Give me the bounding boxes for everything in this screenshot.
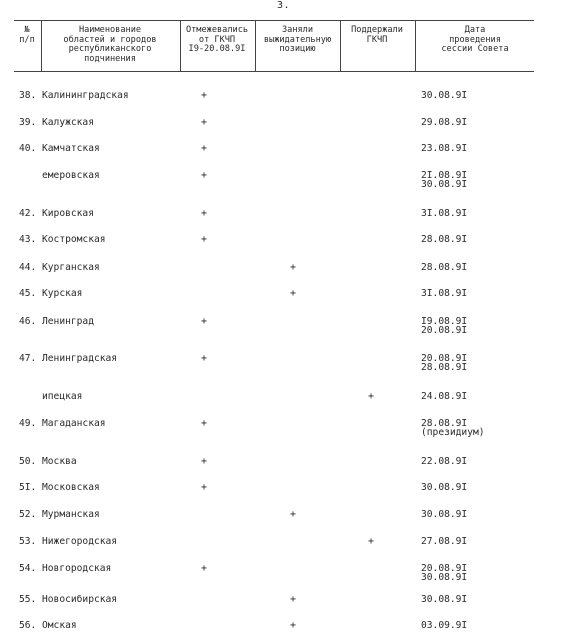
- page-number: 3.: [276, 0, 291, 11]
- session-date: 24.08.9I: [421, 391, 468, 402]
- row-number: 5I.: [19, 482, 37, 493]
- header-col3: Поддержали ГКЧП: [351, 25, 403, 45]
- position-mark: +: [200, 482, 208, 493]
- position-mark: +: [200, 170, 208, 181]
- session-date: 30.08.9I: [421, 90, 468, 101]
- position-mark: +: [200, 316, 208, 327]
- session-date: I9.08.9I 20.08.9I: [421, 316, 468, 337]
- position-mark: +: [200, 143, 208, 154]
- row-number: 44.: [19, 262, 37, 273]
- session-date: 30.08.9I: [421, 509, 468, 520]
- position-mark: +: [289, 509, 297, 520]
- position-mark: +: [200, 90, 208, 101]
- row-number: 50.: [19, 456, 37, 467]
- position-mark: +: [289, 288, 297, 299]
- session-date: 30.08.9I: [421, 482, 468, 493]
- session-date: 28.08.9I: [421, 262, 468, 273]
- row-number: 46.: [19, 316, 37, 327]
- region-name: Ленинград: [42, 316, 94, 327]
- region-name: Москва: [42, 456, 77, 467]
- session-date: 2I.08.9I 30.08.9I: [421, 170, 468, 191]
- session-date: 29.08.9I: [421, 117, 468, 128]
- position-mark: +: [289, 262, 297, 273]
- region-name: Курганская: [42, 262, 100, 273]
- region-name: Мурманская: [42, 509, 100, 520]
- position-mark: +: [200, 234, 208, 245]
- region-name: Калининградская: [42, 90, 129, 101]
- position-mark: +: [200, 208, 208, 219]
- session-date: 20.08.9I 30.08.9I: [421, 563, 468, 584]
- row-number: 52.: [19, 509, 37, 520]
- row-number: 54.: [19, 563, 37, 574]
- session-date: 23.08.9I: [421, 143, 468, 154]
- row-number: 56.: [19, 620, 37, 631]
- session-date: 22.08.9I: [421, 456, 468, 467]
- row-number: 38.: [19, 90, 37, 101]
- region-name: Нижегородская: [42, 536, 118, 547]
- row-number: 53.: [19, 536, 37, 547]
- position-mark: +: [200, 353, 208, 364]
- position-mark: +: [367, 536, 375, 547]
- session-date: 03.09.9I: [421, 620, 468, 631]
- session-date: 3I.08.9I: [421, 288, 468, 299]
- row-number: 55.: [19, 594, 37, 605]
- region-name: Новгородская: [42, 563, 112, 574]
- table-header: [14, 20, 534, 72]
- position-mark: +: [200, 117, 208, 128]
- region-name: Калужская: [42, 117, 94, 128]
- region-name: Кировская: [42, 208, 94, 219]
- position-mark: +: [367, 391, 375, 402]
- row-number: 43.: [19, 234, 37, 245]
- region-name: Магаданская: [42, 418, 106, 429]
- header-col2: Заняли выжидательную позицию: [263, 25, 332, 55]
- position-mark: +: [289, 620, 297, 631]
- position-mark: +: [200, 418, 208, 429]
- region-name: Ленинградская: [42, 353, 118, 364]
- header-col1: Отмежевались от ГКЧП I9-20.08.9I: [185, 25, 249, 55]
- region-name: Курская: [42, 288, 83, 299]
- region-name: Омская: [42, 620, 77, 631]
- row-number: 45.: [19, 288, 37, 299]
- region-name: Камчатская: [42, 143, 100, 154]
- region-name: ипецкая: [42, 391, 83, 402]
- region-name: Костромская: [42, 234, 106, 245]
- session-date: 27.08.9I: [421, 536, 468, 547]
- session-date: 28.08.9I: [421, 234, 468, 245]
- header-name: Наименование областей и городов республиканского подчинения: [63, 25, 157, 64]
- header-date: Дата проведения сессии Совета: [441, 25, 509, 55]
- position-mark: +: [200, 563, 208, 574]
- region-name: емеровская: [42, 170, 100, 181]
- row-number: 47.: [19, 353, 37, 364]
- session-date: 20.08.9I 28.08.9I: [421, 353, 468, 374]
- header-num: № п/п: [19, 25, 35, 45]
- position-mark: +: [289, 594, 297, 605]
- session-date: 30.08.9I: [421, 594, 468, 605]
- session-date: 28.08.9I (президиум): [421, 418, 485, 439]
- row-number: 39.: [19, 117, 37, 128]
- region-name: Новосибирская: [42, 594, 118, 605]
- row-number: 49.: [19, 418, 37, 429]
- session-date: 3I.08.9I: [421, 208, 468, 219]
- position-mark: +: [200, 456, 208, 467]
- region-name: Московская: [42, 482, 100, 493]
- row-number: 40.: [19, 143, 37, 154]
- row-number: 42.: [19, 208, 37, 219]
